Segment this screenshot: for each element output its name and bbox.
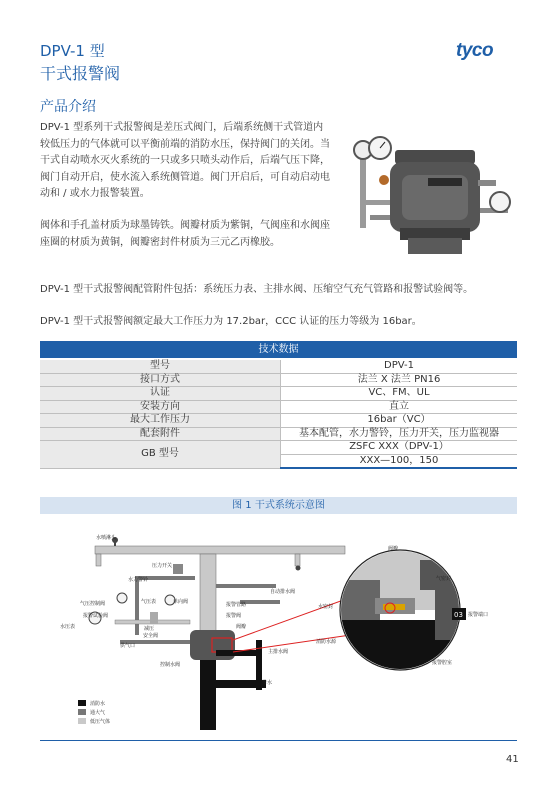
spec-value: ZSFC XXX（DPV-1） [281, 441, 518, 455]
label-air-supply: 供气口 [120, 643, 136, 649]
page-number: 41 [506, 754, 519, 765]
label-clapper: 阀瓣 [236, 624, 247, 630]
intro-paragraph-4: DPV-1 型干式报警阀额定最大工作压力为 17.2bar，CCC 认证的压力等级为 16bar。 [40, 316, 422, 327]
label-air-gauge: 气压表 [141, 599, 157, 605]
spec-value: 法兰 X 法兰 PN16 [281, 373, 518, 387]
spec-value: DPV-1 [281, 360, 518, 373]
legend-water: 消防水 [90, 701, 106, 707]
spec-value: 直立 [281, 400, 518, 414]
label-pressure-switch: 压力开关 [152, 563, 173, 569]
spec-key: 配套附件 [40, 427, 281, 441]
spec-value: 16bar（VC） [281, 414, 518, 428]
spec-key: GB 型号 [40, 441, 281, 469]
spec-key: 接口方式 [40, 373, 281, 387]
table-row [40, 400, 517, 414]
alarm-port-number: 03 [454, 611, 463, 619]
intro-paragraph-2: 阀体和手孔盖材质为球墨铸铁。阀瓣材质为紫铜，气阀座和水阀座座圈的材质为黄铜，阀瓣密封件材质为三元乙丙橡胶。 [40, 220, 330, 248]
product-name: 干式报警阀 [40, 64, 121, 83]
label-safety-valve: 安全阀 [143, 633, 159, 639]
legend-low-pressure-gas: 低压气体 [90, 719, 111, 725]
table-row [40, 441, 517, 455]
label-detail-clapper: 阀瓣 [388, 546, 399, 552]
label-alarm-valve: 报警阀 [226, 613, 242, 619]
label-main-drain: 主排水阀 [268, 649, 289, 655]
label-sprinkler: 水喷淋头 [96, 535, 117, 541]
spec-key: 认证 [40, 387, 281, 401]
label-check-valve: 单向阀 [173, 599, 189, 605]
spec-value: XXX—100，150 [281, 454, 518, 468]
table-row [40, 387, 517, 401]
valve-photo [340, 120, 520, 260]
model-line: DPV-1 型 [40, 42, 105, 60]
spec-value: VC、FM、UL [281, 387, 518, 401]
table-row [40, 427, 517, 441]
label-water-gauge: 水压表 [60, 624, 76, 630]
label-test-valve: 报警试验阀 [83, 613, 109, 619]
label-drain: 排水 [262, 680, 273, 686]
spec-table [40, 360, 517, 469]
spec-key: 型号 [40, 360, 281, 373]
label-water-bell: 水力警铃 [128, 577, 149, 583]
label-gate-valve: 控制水阀 [160, 662, 181, 668]
legend-atmosphere: 通大气 [90, 710, 106, 716]
figure-title: 图 1 干式系统示意图 [40, 497, 517, 514]
label-water-side: 消防水源 [316, 639, 337, 645]
label-water-seat: 水密封 [318, 604, 334, 610]
label-relief: 减压 [144, 626, 155, 632]
spec-value: 基本配管，水力警铃，压力开关，压力监视器 [281, 427, 518, 441]
section-heading: 产品介绍 [40, 99, 96, 115]
table-row [40, 360, 517, 373]
intro-paragraph-1: DPV-1 型系列干式报警阀是差压式阀门，后端系统侧干式管道内较低压力的气体就可以平衡前端的消防水压，保持阀门的关闭。当干式自动喷水灭火系统的一只或多只喷头动作后，后端气压下降，阀门自动开启，使水流入系统侧管道。阀门开启后，可自动启动电动和 / 或水力报警装置。 [40, 122, 330, 199]
spec-key: 最大工作压力 [40, 414, 281, 428]
table-row [40, 414, 517, 428]
label-alarm-line: 报警管路 [226, 602, 247, 608]
spec-table-title: 技术数据 [40, 341, 517, 358]
intro-paragraph-3: DPV-1 型干式报警阀配管附件包括：系统压力表、主排水阀、压缩空气充气管路和报警试验阀等。 [40, 284, 474, 295]
label-alarm-chamber: 报警腔室 [432, 660, 453, 666]
label-air-seat: 气密封 [436, 576, 452, 582]
figure-bottom-rule [40, 740, 517, 741]
label-alarm-port: 报警端口 [468, 612, 489, 618]
system-diagram [40, 520, 517, 735]
spec-key: 安装方向 [40, 400, 281, 414]
table-row [40, 373, 517, 387]
brand-logo: tyco [456, 40, 494, 61]
label-auto-drain: 自动排水阀 [270, 589, 296, 595]
label-air-switch: 气压控制阀 [80, 601, 106, 607]
